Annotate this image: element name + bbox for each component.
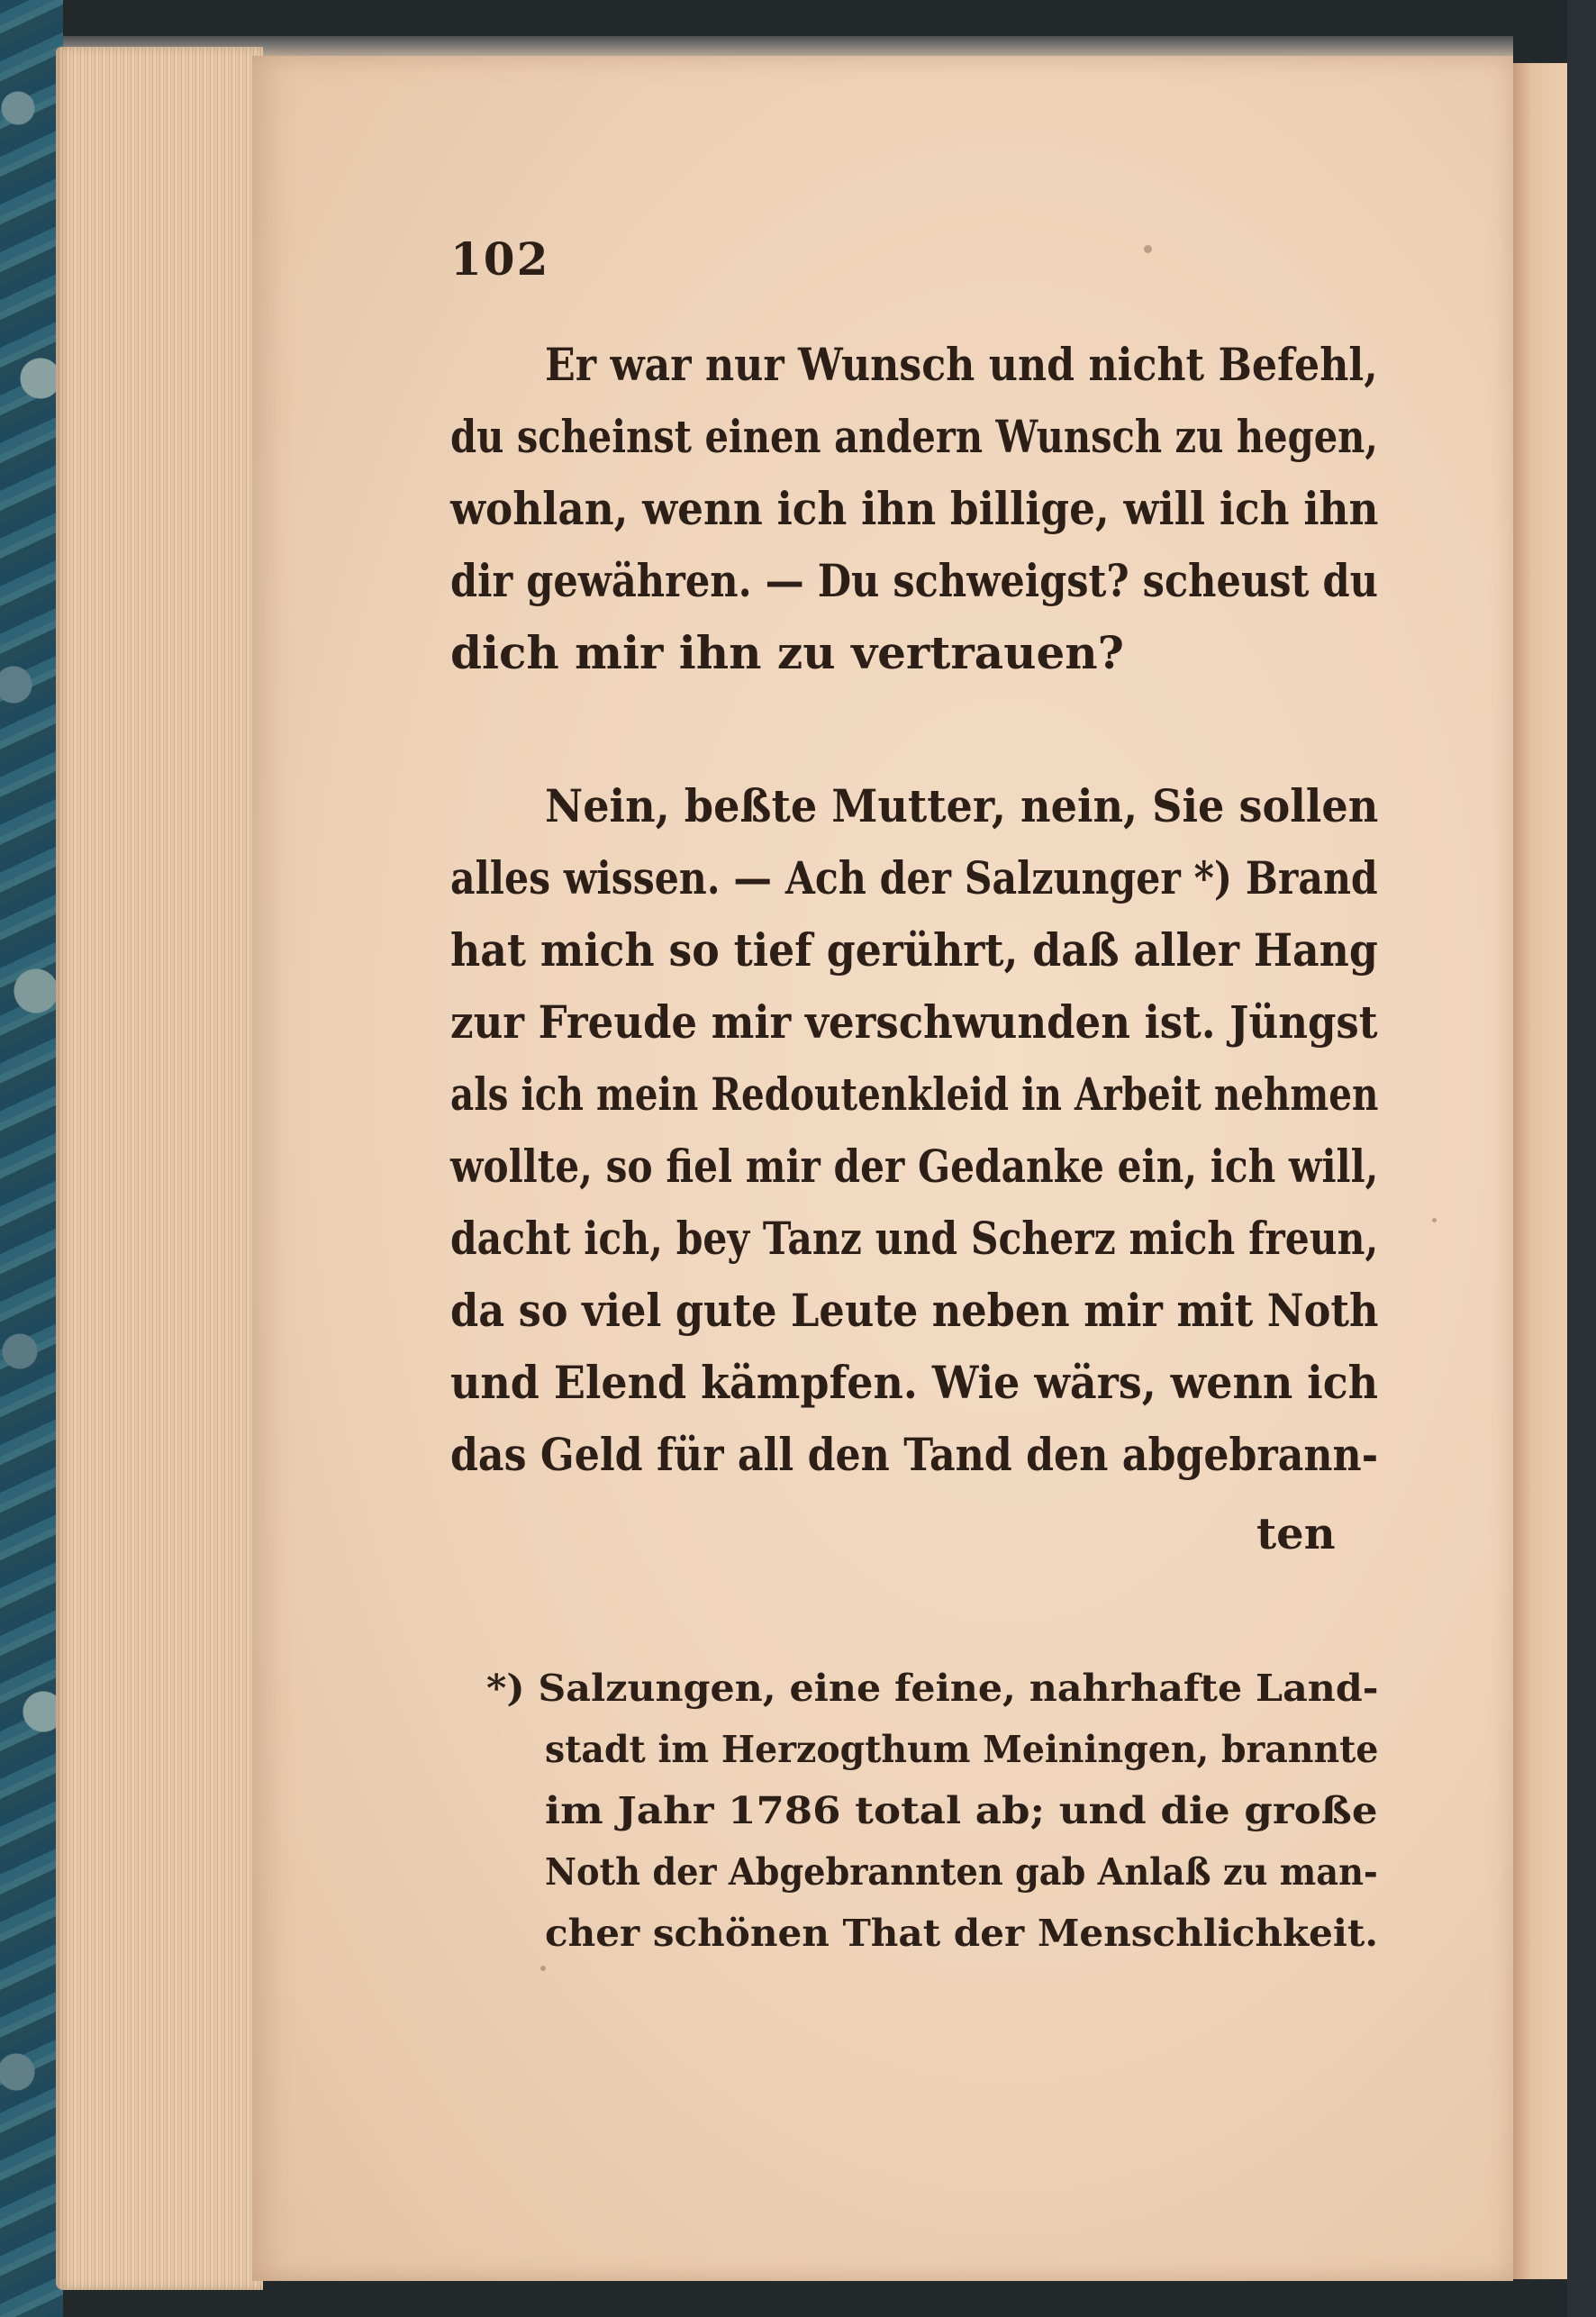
marbled-cover (0, 0, 63, 2317)
page-number: 102 (450, 232, 550, 286)
footnote-line: cher schönen That der Menschlichkeit. (545, 1912, 1378, 1955)
text-line: wohlan, wenn ich ihn billige, will ich ihn (450, 482, 1379, 535)
ink-spot (1144, 245, 1152, 253)
text-line: Er war nur Wunsch und nicht Befehl, (545, 338, 1378, 391)
page-edges (56, 47, 263, 2290)
right-cover-edge (1567, 0, 1596, 2317)
text-line: hat mich so tief gerührt, daß aller Hang (450, 923, 1378, 977)
footnote-line: Noth der Abgebrannten gab Anlaß zu man- (545, 1850, 1378, 1894)
text-line: und Elend kämpfen. Wie wärs, wenn ich (450, 1356, 1379, 1409)
facing-page-edge (1513, 63, 1567, 2279)
catchword: ten (1256, 1509, 1336, 1559)
text-line: zur Freude mir verschwunden ist. Jüngst (450, 995, 1378, 1049)
text-line: wollte, so fiel mir der Gedanke ein, ich will, (450, 1140, 1379, 1193)
footnote-line: *) Salzungen, eine feine, nahrhafte Land- (486, 1667, 1379, 1710)
footnote-line: stadt im Herzogthum Meiningen, brannte (545, 1728, 1379, 1771)
text-line: das Geld für all den Tand den abgebrann- (450, 1428, 1379, 1481)
text-line: dich mir ihn zu vertrauen? (450, 626, 1124, 679)
ink-spot (1432, 1218, 1437, 1222)
text-line: du scheinst einen andern Wunsch zu hegen, (450, 410, 1378, 463)
text-line: Nein, beßte Mutter, nein, Sie sollen (545, 779, 1379, 832)
text-line: dir gewähren. — Du schweigst? scheust du (450, 554, 1378, 607)
text-line: dacht ich, bey Tanz und Scherz mich freun, (450, 1212, 1379, 1265)
text-line: als ich mein Redoutenkleid in Arbeit nehmen (450, 1068, 1379, 1121)
text-line: alles wissen. — Ach der Salzunger *) Brand (450, 851, 1378, 904)
text-line: da so viel gute Leute neben mir mit Noth (450, 1284, 1379, 1337)
ink-spot (540, 1966, 546, 1971)
footnote-line: im Jahr 1786 total ab; und die große (545, 1789, 1378, 1832)
